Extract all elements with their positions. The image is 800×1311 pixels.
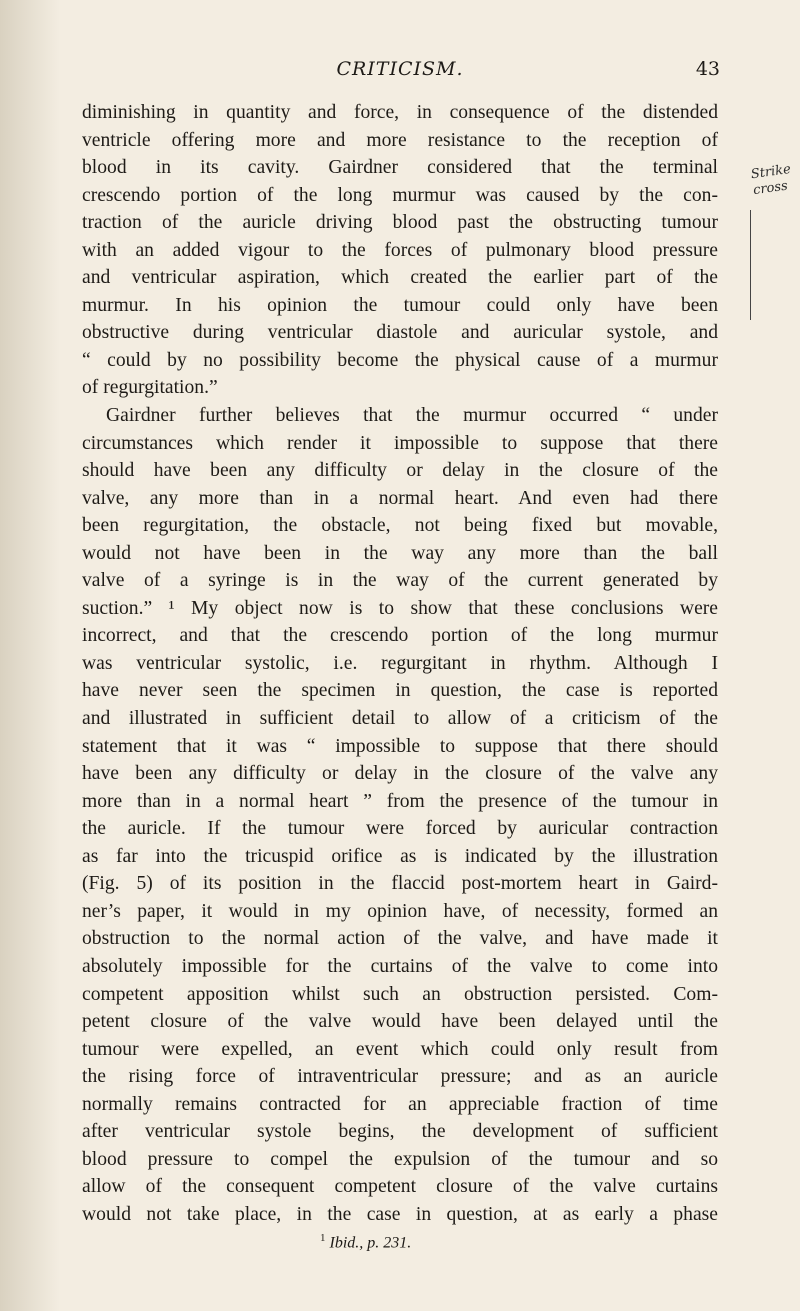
text-line: traction of the auricle driving blood past the obstructing tumour: [82, 212, 718, 234]
margin-bracket: [750, 210, 751, 320]
text-line: valve of a syringe is in the way of the current generated by: [82, 570, 718, 592]
footnote: [320, 1232, 411, 1252]
running-title: CRITICISM.: [336, 58, 464, 80]
text-line: of regurgitation.”: [82, 377, 218, 399]
text-line: have been any difficulty or delay in the closure of the valve any: [82, 763, 718, 785]
text-line: as far into the tricuspid orifice as is indicated by the illustration: [82, 845, 718, 867]
text-line: “ could by no possibility become the physical cause of a murmur: [82, 349, 718, 371]
text-line: valve, any more than in a normal heart. And even had there: [82, 487, 718, 509]
text-line: and illustrated in sufficient detail to allow of a criticism of the: [82, 708, 718, 730]
text-line: the auricle. If the tumour were forced by auricular contraction: [82, 818, 718, 840]
text-line: the rising force of intraventricular pressure; and as an auricle: [82, 1066, 718, 1088]
text-line: incorrect, and that the crescendo portion of the long murmur: [82, 625, 718, 647]
text-line: competent apposition whilst such an obstruction persisted. Com-: [82, 983, 718, 1005]
text-line: blood in its cavity. Gairdner considered that the terminal: [82, 157, 718, 179]
text-line: would not have been in the way any more than the ball: [82, 542, 718, 564]
text-line: been regurgitation, the obstacle, not being fixed but movable,: [82, 515, 718, 537]
text-line: was ventricular systolic, i.e. regurgitant in rhythm. Although I: [82, 652, 718, 674]
page-gutter-shadow: [0, 0, 60, 1311]
text-line: would not take place, in the case in question, at as early a phase: [82, 1203, 718, 1225]
text-line: circumstances which render it impossible to suppose that there: [82, 432, 718, 454]
text-line: ventricle offering more and more resistance to the reception of: [82, 129, 718, 151]
text-line: allow of the consequent competent closure of the valve curtains: [82, 1176, 718, 1198]
text-line: and ventricular aspiration, which created the earlier part of the: [82, 267, 718, 289]
text-line: statement that it was “ impossible to suppose that there should: [82, 735, 718, 757]
text-line: obstruction to the normal action of the valve, and have made it: [82, 928, 718, 950]
text-line: absolutely impossible for the curtains of the valve to come into: [82, 955, 718, 977]
text-line: crescendo portion of the long murmur was caused by the con-: [82, 184, 718, 206]
text-line: more than in a normal heart ” from the presence of the tumour in: [82, 790, 718, 812]
text-line: ner’s paper, it would in my opinion have, of necessity, formed an: [82, 900, 718, 922]
text-line: tumour were expelled, an event which could only result from: [82, 1038, 718, 1060]
text-line: should have been any difficulty or delay in the closure of the: [82, 460, 718, 482]
text-line: normally remains contracted for an appreciable fraction of time: [82, 1093, 718, 1115]
text-line: after ventricular systole begins, the development of sufficient: [82, 1121, 718, 1143]
text-line: with an added vigour to the forces of pulmonary blood pressure: [82, 239, 718, 261]
text-line: blood pressure to compel the expulsion of the tumour and so: [82, 1148, 718, 1170]
text-line: petent closure of the valve would have been delayed until the: [82, 1011, 718, 1033]
text-line: (Fig. 5) of its position in the flaccid post-mortem heart in Gaird-: [82, 873, 718, 895]
text-line: murmur. In his opinion the tumour could only have been: [82, 294, 718, 316]
text-line: suction.” ¹ My object now is to show that these conclusions were: [82, 597, 718, 619]
handwritten-margin-note: Strike cross: [750, 161, 792, 199]
text-line: Gairdner further believes that the murmur occurred “ under: [106, 405, 718, 427]
text-line: obstructive during ventricular diastole and auricular systole, and: [82, 322, 718, 344]
footnote-text: Ibid., p. 231.: [329, 1234, 412, 1252]
body-text: [82, 99, 718, 1228]
page-number: 43: [695, 58, 720, 80]
footnote-marker: 1: [320, 1232, 326, 1244]
text-line: diminishing in quantity and force, in consequence of the distended: [82, 102, 718, 123]
page-header: [80, 58, 720, 86]
text-line: have never seen the specimen in question, the case is reported: [82, 680, 718, 702]
